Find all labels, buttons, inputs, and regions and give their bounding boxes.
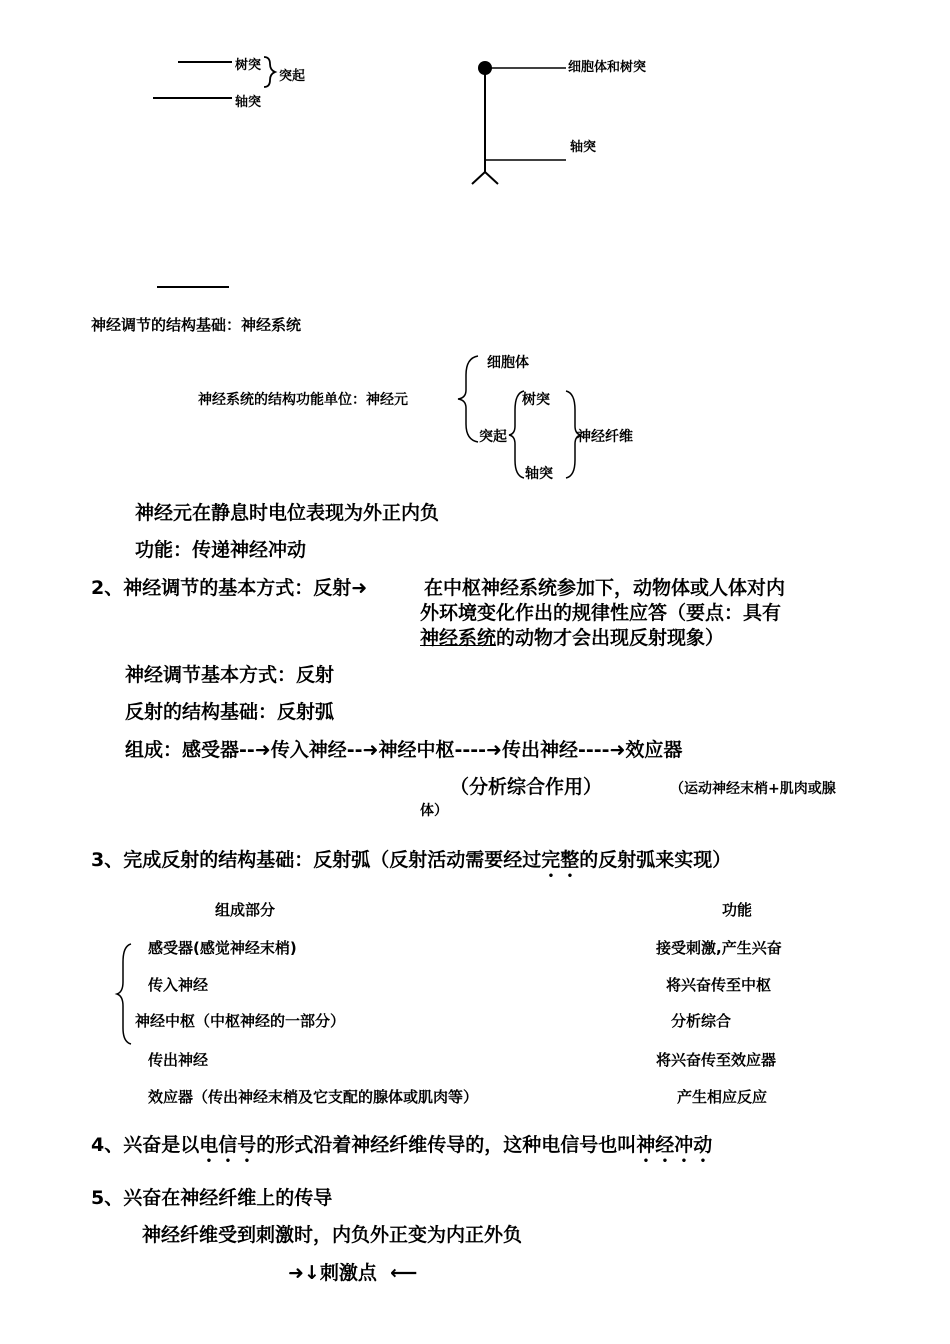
label-soma-dendrite: 细胞体和树突 bbox=[568, 60, 647, 75]
col-func: 功能 bbox=[722, 901, 753, 919]
arrow-right-icon: --➜ bbox=[239, 739, 271, 761]
tree-fiber: 神经纤维 bbox=[577, 429, 633, 445]
reflex-arc-chain: 组成：感受器--➜传入神经--➜神经中枢----➜传出神经----➜效应器 bbox=[125, 739, 683, 761]
table-row-part: 效应器（传出神经末梢及它支配的腺体或肌肉等） bbox=[148, 1088, 479, 1106]
tree-process: 突起 bbox=[479, 429, 507, 445]
tree-axon: 轴突 bbox=[525, 466, 553, 482]
label-process: 突起 bbox=[279, 69, 306, 84]
tree-cell-body: 细胞体 bbox=[487, 355, 529, 371]
table-row-part: 传入神经 bbox=[148, 976, 209, 994]
s2-def3: 神经系统的动物才会出现反射现象） bbox=[420, 627, 725, 649]
s5-line: 神经纤维受到刺激时，内负外正变为内正外负 bbox=[142, 1224, 523, 1246]
s2-def1: 在中枢神经系统参加下，动物体或人体对内 bbox=[424, 577, 786, 599]
s1-title: 神经调节的结构基础：神经系统 bbox=[91, 316, 302, 334]
table-row-part: 感受器(感觉神经末梢) bbox=[148, 939, 297, 957]
s3-head: 3、完成反射的结构基础：反射弧（反射活动需要经过完整的反射弧来实现） bbox=[91, 849, 732, 871]
tree-unit-label: 神经系统的结构功能单位：神经元 bbox=[198, 392, 408, 408]
table-row-part: 神经中枢（中枢神经的一部分） bbox=[135, 1012, 346, 1030]
rest-potential: 神经元在静息时电位表现为外正内负 bbox=[135, 502, 440, 524]
table-row-func: 将兴奋传至效应器 bbox=[656, 1051, 777, 1069]
note-effector-1: （运动神经末梢+肌肉或腺 bbox=[670, 781, 836, 797]
note-center: （分析综合作用） bbox=[450, 776, 603, 798]
arrow-right-icon: ➜ bbox=[351, 577, 368, 599]
label-dendrite: 树突 bbox=[235, 58, 262, 73]
stimulus-point: ➜↓刺激点 ⟵ bbox=[288, 1262, 418, 1284]
arrow-right-icon: ----➜ bbox=[577, 739, 626, 761]
terminal-right bbox=[485, 172, 498, 184]
arrow-right-icon: ➜ bbox=[288, 1262, 304, 1284]
brace-small bbox=[264, 57, 275, 87]
label-axon-right: 轴突 bbox=[570, 140, 597, 155]
arrow-down-icon: ↓ bbox=[303, 1262, 320, 1284]
neuron-function: 功能：传递神经冲动 bbox=[135, 539, 307, 561]
brace-neuron bbox=[458, 356, 478, 442]
s2-def2: 外环境变化作出的规律性应答（要点：具有 bbox=[420, 602, 782, 624]
terminal-left bbox=[472, 172, 485, 184]
label-axon: 轴突 bbox=[235, 95, 262, 110]
table-row-func: 将兴奋传至中枢 bbox=[666, 976, 772, 994]
s2-basic: 神经调节基本方式：反射 bbox=[125, 664, 335, 686]
arrow-right-icon: --➜ bbox=[346, 739, 379, 761]
brace-table bbox=[117, 944, 131, 1044]
tree-dendrite: 树突 bbox=[522, 392, 550, 408]
s5-head: 5、兴奋在神经纤维上的传导 bbox=[91, 1187, 333, 1209]
table-row-func: 接受刺激,产生兴奋 bbox=[656, 939, 782, 957]
table-row-func: 分析综合 bbox=[671, 1012, 732, 1030]
table-row-part: 传出神经 bbox=[148, 1051, 209, 1069]
arrow-right-icon: ----➜ bbox=[454, 739, 502, 761]
col-parts: 组成部分 bbox=[215, 901, 276, 919]
s2-basis: 反射的结构基础：反射弧 bbox=[125, 701, 335, 723]
s4-line: 4、兴奋是以电信号的形式沿着神经纤维传导的，这种电信号也叫神经冲动 bbox=[91, 1134, 713, 1156]
note-effector-2: 体） bbox=[420, 803, 448, 819]
arrow-left-icon: ⟵ bbox=[376, 1262, 418, 1284]
table-row-func: 产生相应反应 bbox=[677, 1088, 768, 1106]
s2-head: 2、神经调节的基本方式：反射➜ bbox=[91, 577, 368, 599]
